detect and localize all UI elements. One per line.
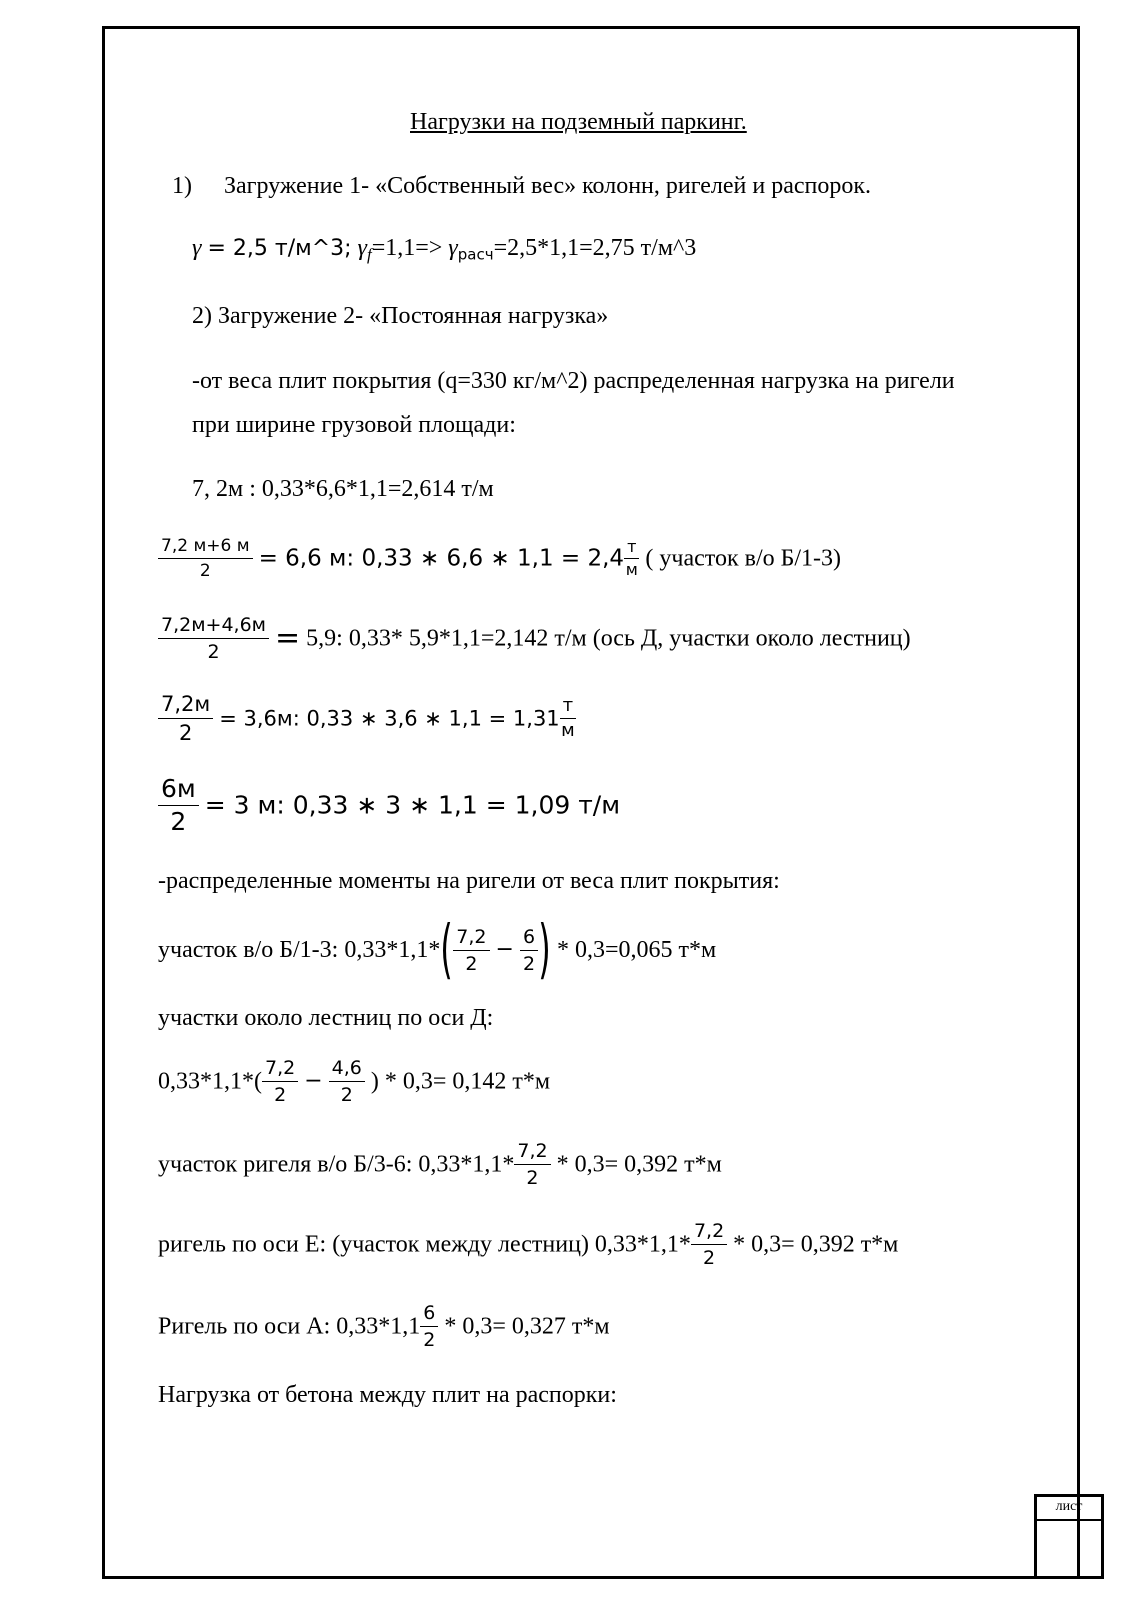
gamma-calc-value: =2,5*1,1=2,75 т/м^3 xyxy=(493,235,697,261)
fraction xyxy=(262,1055,298,1108)
fraction xyxy=(453,924,489,977)
gamma-line xyxy=(192,233,696,264)
fraction xyxy=(691,1218,727,1271)
paren-right: ) xyxy=(538,913,551,987)
concrete-load-line: Нагрузка от бетона между плит на распорки: xyxy=(158,1382,617,1408)
denominator: 2 xyxy=(423,1329,436,1351)
numerator: 6 xyxy=(520,924,538,951)
unit-numerator: т xyxy=(560,694,577,719)
moment-1-suffix: * 0,3=0,065 т*м xyxy=(557,937,717,963)
moment-2 xyxy=(158,1055,550,1108)
numerator: 7,2м+4,6м xyxy=(158,612,269,639)
denominator: 2 xyxy=(207,641,220,663)
equation-3 xyxy=(158,690,576,747)
equals-sign: = xyxy=(275,620,301,656)
moment-3-prefix: участок ригеля в/о Б/3-6: 0,33*1,1* xyxy=(158,1151,515,1178)
denominator: 2 xyxy=(178,721,193,745)
moments-header: -распределенные моменты на ригели от веса плит покрытия: xyxy=(158,868,780,894)
equation-2 xyxy=(158,612,911,665)
gamma-calc-sub: расч xyxy=(457,245,494,264)
equation-4-body: = 3 м: 0,33 ∗ 3 ∗ 1,1 = 1,09 т/м xyxy=(204,790,621,820)
denominator: 2 xyxy=(170,807,187,836)
equation-3-body: = 3,6м: 0,33 ∗ 3,6 ∗ 1,1 = 1,31 xyxy=(219,706,560,731)
moment-4 xyxy=(158,1218,898,1271)
gamma-value: = 2,5 т/м^3; xyxy=(207,236,352,261)
moment-1 xyxy=(158,913,717,987)
page-title: Нагрузки на подземный паркинг. xyxy=(410,109,747,135)
denominator: 2 xyxy=(274,1084,287,1106)
sheet-label: лист xyxy=(1055,1499,1083,1514)
moment-5-prefix: Ригель по оси А: 0,33*1,1 xyxy=(158,1313,421,1340)
moment-3 xyxy=(158,1138,722,1191)
minus-sign: − xyxy=(304,1068,323,1094)
fraction xyxy=(520,924,538,977)
moment-2-header: участки около лестниц по оси Д: xyxy=(158,1005,494,1031)
moment-3-suffix: * 0,3= 0,392 т*м xyxy=(556,1151,722,1178)
moment-5-suffix: * 0,3= 0,327 т*м xyxy=(444,1313,610,1340)
moment-2-prefix: 0,33*1,1*( xyxy=(158,1068,262,1095)
numerator: 4,6 xyxy=(329,1055,365,1082)
stamp-divider xyxy=(1037,1519,1101,1521)
gamma-calc-symbol: γ xyxy=(448,235,458,261)
moment-4-suffix: * 0,3= 0,392 т*м xyxy=(733,1231,899,1258)
numerator: 6м xyxy=(158,773,199,806)
equation-1-note: ( участок в/о Б/1-3) xyxy=(645,545,842,572)
slab-load-line-2: при ширине грузовой площади: xyxy=(192,412,516,438)
fraction xyxy=(158,773,199,838)
numerator: 7,2 xyxy=(453,924,489,951)
denominator: 2 xyxy=(703,1247,716,1269)
denominator: 2 xyxy=(465,952,478,975)
equation-2-body: 5,9: 0,33* 5,9*1,1=2,142 т/м (ось Д, участки около лестниц) xyxy=(306,625,911,652)
fraction xyxy=(158,612,269,665)
paren-left: ( xyxy=(440,913,454,987)
gamma-f-symbol: γ xyxy=(357,235,368,261)
moment-2-suffix: ) * 0,3= 0,142 т*м xyxy=(370,1068,551,1095)
numerator: 7,2 xyxy=(691,1218,727,1245)
denominator: 2 xyxy=(199,561,211,581)
unit-numerator: т xyxy=(624,536,639,559)
sheet-stamp xyxy=(1034,1494,1104,1579)
slab-load-line-1: -от веса плит покрытия (q=330 кг/м^2) распределенная нагрузка на ригели xyxy=(192,368,955,394)
unit-denominator: м xyxy=(625,560,638,579)
moment-1-prefix: участок в/о Б/1-3: 0,33*1,1* xyxy=(158,937,441,963)
minus-sign: − xyxy=(495,937,514,962)
unit-fraction xyxy=(624,536,639,581)
width-72-line: 7, 2м : 0,33*6,6*1,1=2,614 т/м xyxy=(192,476,494,502)
moment-4-prefix: ригель по оси Е: (участок между лестниц) 0,33*1,1* xyxy=(158,1231,691,1258)
unit-fraction xyxy=(560,694,577,743)
denominator: 2 xyxy=(340,1084,353,1106)
denominator: 2 xyxy=(522,952,536,975)
fraction xyxy=(514,1138,550,1191)
moment-5 xyxy=(158,1300,610,1353)
equation-1-body: = 6,6 м: 0,33 ∗ 6,6 ∗ 1,1 = 2,4 xyxy=(258,545,625,572)
numerator: 7,2м xyxy=(158,690,213,719)
fraction xyxy=(329,1055,365,1108)
gamma-symbol: γ xyxy=(192,235,202,261)
numerator: 7,2 xyxy=(514,1138,550,1165)
load-case-1 xyxy=(172,171,871,201)
numerator: 7,2 м+6 м xyxy=(158,534,253,559)
gamma-f-sub: f xyxy=(367,245,372,265)
list-number: 1) xyxy=(172,173,192,199)
fraction xyxy=(158,534,253,583)
load-case-2: 2) Загружение 2- «Постоянная нагрузка» xyxy=(192,303,609,329)
gamma-f-value: =1,1=> xyxy=(371,235,443,261)
unit-denominator: м xyxy=(561,720,575,741)
fraction xyxy=(158,690,213,747)
fraction xyxy=(420,1300,438,1353)
load-case-1-text: Загружение 1- «Собственный вес» колонн, ригелей и распорок. xyxy=(224,173,872,199)
denominator: 2 xyxy=(526,1167,539,1189)
equation-1 xyxy=(158,534,841,583)
equation-4 xyxy=(158,773,620,838)
numerator: 6 xyxy=(420,1300,438,1327)
numerator: 7,2 xyxy=(262,1055,298,1082)
